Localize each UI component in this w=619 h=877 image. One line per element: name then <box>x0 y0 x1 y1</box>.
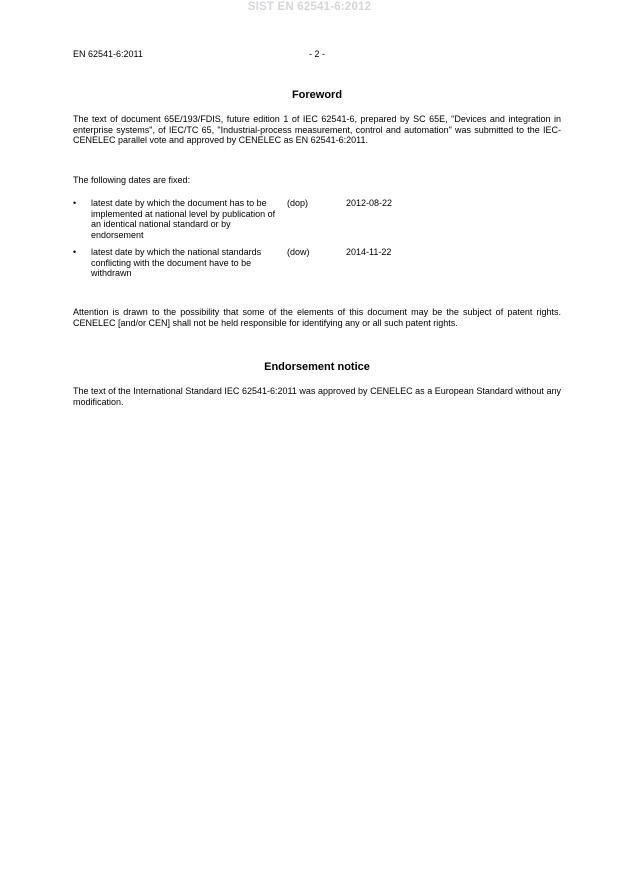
date-description: latest date by which the document has to be implemented at national level by publication of an identical national standard or by endorsement <box>91 198 276 240</box>
foreword-intro-paragraph: The text of document 65E/193/FDIS, future edition 1 of IEC 62541-6, prepared by SC 65E, "Devices and integration in enterprise systems", of IEC/TC 65, "Industrial-process measurement, control and automation" was submitted to the IEC-CENELEC parallel vote and approved by CENELEC as EN 62541-6:2011. <box>73 114 561 146</box>
dates-intro: The following dates are fixed: <box>73 175 191 185</box>
list-item <box>73 247 561 296</box>
endorsement-paragraph: The text of the International Standard IEC 62541-6:2011 was approved by CENELEC as a European Standard without any modification. <box>73 386 561 407</box>
endorsement-title: Endorsement notice <box>264 361 370 373</box>
page-number: - 2 - <box>308 49 325 59</box>
document-id: EN 62541-6:2011 <box>73 49 143 59</box>
list-item <box>73 198 561 247</box>
date-abbreviation: (dop) <box>287 198 309 208</box>
dates-list <box>73 198 561 296</box>
date-abbreviation: (dow) <box>287 247 310 257</box>
patent-attention-paragraph: Attention is drawn to the possibility that some of the elements of this document may be the subject of patent rights. CENELEC [and/or CEN] shall not be held responsible for identifying any or all such patent rights. <box>73 307 561 328</box>
foreword-title: Foreword <box>291 89 343 101</box>
bullet-icon: • <box>73 198 77 208</box>
bullet-icon: • <box>73 247 77 257</box>
watermark-standard-id: SIST EN 62541-6:2012 <box>247 1 372 13</box>
date-value: 2014-11-22 <box>346 247 392 257</box>
date-value: 2012-08-22 <box>346 198 393 208</box>
date-description: latest date by which the national standards conflicting with the document have to be withdrawn <box>91 247 262 279</box>
